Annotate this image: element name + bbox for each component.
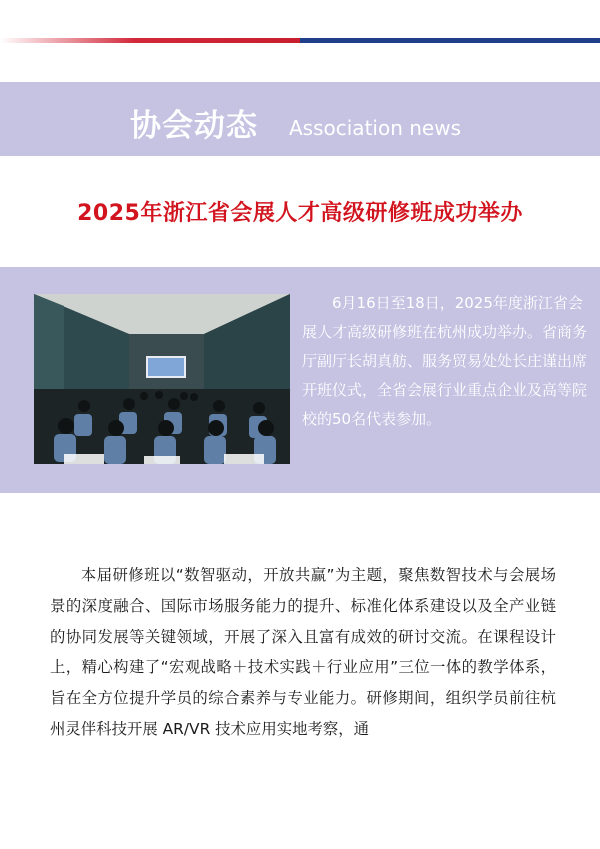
article-headline: 2025年浙江省会展人才高级研修班成功举办 (77, 201, 523, 226)
article-summary: 6月16日至18日，2025年度浙江省会展人才高级研修班在杭州成功举办。省商务厅副厅长胡真舫、服务贸易处处长庄谨出席开班仪式，全省会展行业重点企业及高等院校的50名代表参加。 (302, 294, 588, 428)
top-rule-blue (300, 38, 600, 43)
section-title-en: Association news (289, 116, 461, 140)
section-title-zh: 协会动态 (130, 108, 258, 144)
article-body: 本届研修班以“数智驱动，开放共赢”为主题，聚焦数智技术与会展场景的深度融合、国际市场服务能力的提升、标准化体系建设以及全产业链的协同发展等关键领域，开展了深入且富有成效的研讨交流。在课程设计上，精心构建了“宏观战略＋技术实践＋行业应用”三位一体的教学体系，旨在全方位提升学员的综合素养与专业能力。研修期间，组织学员前往杭州灵伴科技开展 AR/VR 技术应用实地考察，通 (50, 566, 556, 738)
summary-panel (0, 267, 600, 493)
top-rule (0, 38, 600, 43)
top-rule-red (0, 38, 300, 43)
conference-photo (34, 294, 290, 464)
section-banner (0, 82, 600, 156)
